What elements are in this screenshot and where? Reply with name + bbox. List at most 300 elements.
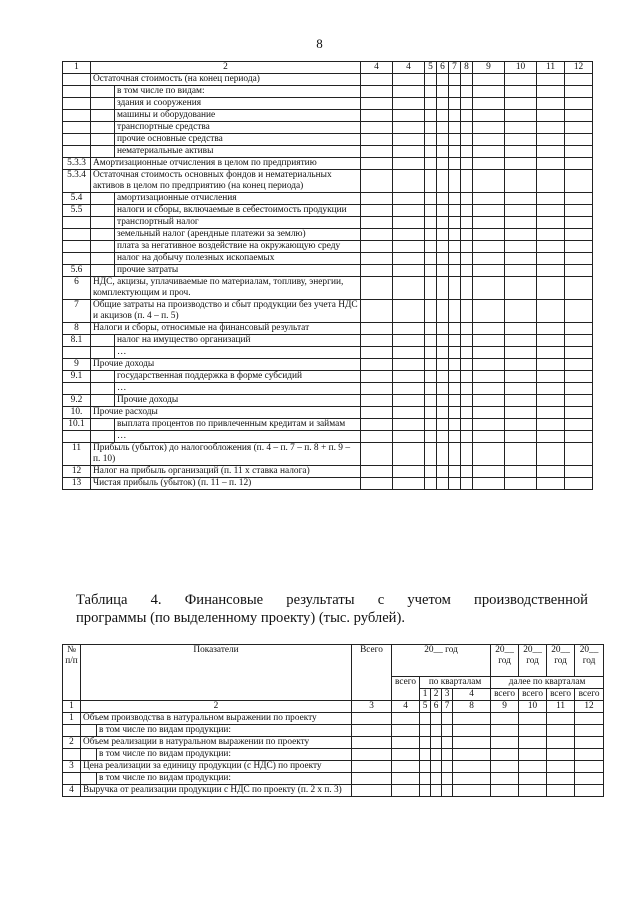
header-cell: 4	[393, 62, 425, 74]
value-cell	[491, 737, 519, 749]
row-label: Амортизационные отчисления в целом по предприятию	[91, 158, 361, 170]
row-number	[63, 98, 91, 110]
year-total-4: всего	[547, 689, 575, 701]
table-row	[63, 217, 593, 229]
value-cell	[537, 86, 565, 98]
caption-line-1: Таблица 4. Финансовые результаты с учетом производственной	[76, 592, 588, 608]
indent-cell	[91, 335, 115, 347]
value-cell	[437, 265, 449, 277]
table-row	[63, 110, 593, 122]
value-cell	[461, 277, 473, 300]
value-cell	[437, 134, 449, 146]
value-cell	[491, 725, 519, 737]
value-cell	[437, 419, 449, 431]
value-cell	[393, 110, 425, 122]
value-cell	[425, 395, 437, 407]
value-cell	[393, 383, 425, 395]
value-cell	[537, 217, 565, 229]
value-cell	[392, 725, 420, 737]
value-cell	[537, 478, 565, 490]
value-cell	[361, 300, 393, 323]
row-number: 2	[63, 737, 81, 749]
value-cell	[575, 713, 604, 725]
value-cell	[425, 122, 437, 134]
value-cell	[361, 122, 393, 134]
value-cell	[449, 193, 461, 205]
value-cell	[437, 383, 449, 395]
value-cell	[431, 749, 442, 761]
header-number: № п/п	[63, 645, 81, 701]
table-row	[63, 205, 593, 217]
value-cell	[565, 193, 593, 205]
row-number: 9	[63, 359, 91, 371]
value-cell	[449, 98, 461, 110]
value-cell	[547, 785, 575, 797]
row-number	[63, 134, 91, 146]
value-cell	[473, 122, 505, 134]
value-cell	[393, 335, 425, 347]
value-cell	[537, 253, 565, 265]
value-cell	[449, 419, 461, 431]
value-cell	[449, 478, 461, 490]
value-cell	[449, 359, 461, 371]
row-number: 11	[63, 443, 91, 466]
value-cell	[437, 407, 449, 419]
row-label: здания и сооружения	[115, 98, 361, 110]
value-cell	[425, 265, 437, 277]
value-cell	[361, 335, 393, 347]
value-cell	[565, 383, 593, 395]
table-row	[63, 395, 593, 407]
caption-line-2: программы (по выделенному проекту) (тыс. рублей).	[76, 610, 405, 626]
colnum-11: 11	[547, 701, 575, 713]
value-cell	[431, 737, 442, 749]
value-cell	[437, 158, 449, 170]
value-cell	[425, 419, 437, 431]
value-cell	[473, 205, 505, 217]
value-cell	[565, 478, 593, 490]
value-cell	[449, 395, 461, 407]
value-cell	[361, 419, 393, 431]
colnum-9: 9	[491, 701, 519, 713]
value-cell	[437, 146, 449, 158]
header-cell: 9	[473, 62, 505, 74]
value-cell	[425, 466, 437, 478]
value-cell	[473, 431, 505, 443]
value-cell	[442, 773, 453, 785]
indent-cell	[81, 773, 97, 785]
value-cell	[393, 205, 425, 217]
value-cell	[461, 335, 473, 347]
row-number: 12	[63, 466, 91, 478]
value-cell	[505, 265, 537, 277]
value-cell	[393, 359, 425, 371]
value-cell	[449, 300, 461, 323]
row-number: 3	[63, 761, 81, 773]
value-cell	[352, 773, 392, 785]
value-cell	[425, 86, 437, 98]
year-total-3: всего	[519, 689, 547, 701]
row-label: Налог на прибыль организаций (п. 11 x ставка налога)	[91, 466, 361, 478]
value-cell	[449, 229, 461, 241]
table-row	[63, 277, 593, 300]
header-cell: 8	[461, 62, 473, 74]
table-row	[63, 74, 593, 86]
value-cell	[392, 761, 420, 773]
row-number	[63, 347, 91, 359]
value-cell	[473, 407, 505, 419]
value-cell	[437, 122, 449, 134]
value-cell	[547, 761, 575, 773]
value-cell	[461, 466, 473, 478]
value-cell	[575, 773, 604, 785]
value-cell	[449, 347, 461, 359]
value-cell	[473, 170, 505, 193]
value-cell	[505, 300, 537, 323]
row-label: Прибыль (убыток) до налогообложения (п. 4 – п. 7 – п. 8 + п. 9 – п. 10)	[91, 443, 361, 466]
value-cell	[437, 431, 449, 443]
indent-cell	[81, 725, 97, 737]
value-cell	[393, 300, 425, 323]
value-cell	[537, 205, 565, 217]
value-cell	[537, 383, 565, 395]
colnum-5: 5	[420, 701, 431, 713]
colnum-3: 3	[352, 701, 392, 713]
header-cell: 11	[537, 62, 565, 74]
value-cell	[461, 419, 473, 431]
value-cell	[392, 785, 420, 797]
value-cell	[461, 98, 473, 110]
value-cell	[437, 466, 449, 478]
value-cell	[442, 737, 453, 749]
value-cell	[393, 371, 425, 383]
value-cell	[449, 407, 461, 419]
value-cell	[420, 761, 431, 773]
row-number: 8	[63, 323, 91, 335]
value-cell	[575, 785, 604, 797]
value-cell	[505, 323, 537, 335]
value-cell	[453, 749, 491, 761]
value-cell	[425, 407, 437, 419]
indent-cell	[91, 419, 115, 431]
value-cell	[473, 443, 505, 466]
colnum-4: 4	[392, 701, 420, 713]
table-row	[63, 229, 593, 241]
value-cell	[473, 98, 505, 110]
row-label: Цена реализации за единицу продукции (с НДС) по проекту	[81, 761, 352, 773]
indent-cell	[91, 371, 115, 383]
value-cell	[449, 122, 461, 134]
value-cell	[449, 277, 461, 300]
value-cell	[505, 158, 537, 170]
value-cell	[361, 431, 393, 443]
financial-table-continued	[62, 61, 593, 490]
table-row	[63, 193, 593, 205]
value-cell	[461, 158, 473, 170]
value-cell	[425, 323, 437, 335]
value-cell	[537, 431, 565, 443]
value-cell	[473, 478, 505, 490]
indent-cell	[91, 193, 115, 205]
value-cell	[537, 158, 565, 170]
value-cell	[565, 217, 593, 229]
table-row	[63, 158, 593, 170]
value-cell	[425, 347, 437, 359]
value-cell	[505, 74, 537, 86]
value-cell	[361, 193, 393, 205]
value-cell	[437, 217, 449, 229]
value-cell	[392, 773, 420, 785]
value-cell	[473, 229, 505, 241]
value-cell	[361, 443, 393, 466]
value-cell	[461, 371, 473, 383]
row-label: выплата процентов по привлеченным кредитам и займам	[115, 419, 361, 431]
value-cell	[449, 323, 461, 335]
value-cell	[519, 737, 547, 749]
quarter-1: 1	[420, 689, 431, 701]
value-cell	[361, 347, 393, 359]
header-row	[63, 62, 593, 74]
value-cell	[461, 229, 473, 241]
row-number	[63, 217, 91, 229]
value-cell	[449, 158, 461, 170]
row-label: прочие основные средства	[115, 134, 361, 146]
value-cell	[449, 431, 461, 443]
table-row	[63, 737, 604, 749]
value-cell	[442, 725, 453, 737]
value-cell	[565, 300, 593, 323]
value-cell	[565, 323, 593, 335]
value-cell	[437, 98, 449, 110]
value-cell	[505, 383, 537, 395]
row-label: прочие затраты	[115, 265, 361, 277]
value-cell	[449, 241, 461, 253]
value-cell	[461, 407, 473, 419]
value-cell	[361, 217, 393, 229]
value-cell	[437, 193, 449, 205]
value-cell	[491, 773, 519, 785]
table-row	[63, 86, 593, 98]
value-cell	[505, 443, 537, 466]
value-cell	[565, 395, 593, 407]
row-number: 9.1	[63, 371, 91, 383]
header-year-3: 20__ год	[519, 645, 547, 677]
indent-cell	[91, 134, 115, 146]
value-cell	[473, 253, 505, 265]
value-cell	[361, 395, 393, 407]
indent-cell	[91, 241, 115, 253]
value-cell	[361, 478, 393, 490]
value-cell	[449, 86, 461, 98]
value-cell	[473, 217, 505, 229]
value-cell	[352, 785, 392, 797]
value-cell	[461, 110, 473, 122]
header-cell: 2	[91, 62, 361, 74]
value-cell	[565, 359, 593, 371]
value-cell	[420, 749, 431, 761]
value-cell	[519, 749, 547, 761]
quarter-3: 3	[442, 689, 453, 701]
colnum-2: 2	[81, 701, 352, 713]
row-label: Остаточная стоимость (на конец периода)	[91, 74, 361, 86]
value-cell	[425, 277, 437, 300]
table-row	[63, 431, 593, 443]
indent-cell	[91, 431, 115, 443]
row-number: 8.1	[63, 335, 91, 347]
row-number: 5.5	[63, 205, 91, 217]
value-cell	[491, 785, 519, 797]
value-cell	[437, 395, 449, 407]
value-cell	[537, 347, 565, 359]
table-row	[63, 241, 593, 253]
table-row	[63, 773, 604, 785]
value-cell	[565, 74, 593, 86]
value-cell	[431, 785, 442, 797]
row-label: НДС, акцизы, уплачиваемые по материалам, топливу, энергии, комплектующим и проч.	[91, 277, 361, 300]
value-cell	[425, 110, 437, 122]
table-row	[63, 335, 593, 347]
value-cell	[437, 241, 449, 253]
value-cell	[519, 785, 547, 797]
value-cell	[393, 323, 425, 335]
row-number: 10.	[63, 407, 91, 419]
row-label: земельный налог (арендные платежи за землю)	[115, 229, 361, 241]
table-row	[63, 265, 593, 277]
indent-cell	[91, 205, 115, 217]
value-cell	[453, 725, 491, 737]
value-cell	[420, 713, 431, 725]
value-cell	[519, 773, 547, 785]
value-cell	[361, 146, 393, 158]
indent-cell	[91, 383, 115, 395]
value-cell	[393, 193, 425, 205]
value-cell	[461, 431, 473, 443]
value-cell	[565, 86, 593, 98]
value-cell	[537, 359, 565, 371]
value-cell	[565, 431, 593, 443]
value-cell	[393, 347, 425, 359]
value-cell	[537, 371, 565, 383]
value-cell	[449, 265, 461, 277]
value-cell	[575, 761, 604, 773]
value-cell	[393, 146, 425, 158]
header-cell: 12	[565, 62, 593, 74]
header-cell: 4	[361, 62, 393, 74]
row-number: 9.2	[63, 395, 91, 407]
table4-caption	[76, 591, 588, 627]
table-row	[63, 134, 593, 146]
value-cell	[453, 773, 491, 785]
table-row	[63, 419, 593, 431]
value-cell	[505, 170, 537, 193]
value-cell	[425, 253, 437, 265]
value-cell	[361, 359, 393, 371]
row-label: Объем реализации в натуральном выражении по проекту	[81, 737, 352, 749]
value-cell	[393, 241, 425, 253]
table-row	[63, 347, 593, 359]
value-cell	[473, 265, 505, 277]
value-cell	[425, 371, 437, 383]
indent-cell	[91, 229, 115, 241]
value-cell	[505, 86, 537, 98]
value-cell	[449, 335, 461, 347]
value-cell	[352, 761, 392, 773]
row-label: в том числе по видам продукции:	[97, 749, 352, 761]
value-cell	[442, 749, 453, 761]
value-cell	[505, 277, 537, 300]
header-year-5: 20__ год	[575, 645, 604, 677]
header-year-4: 20__ год	[547, 645, 575, 677]
value-cell	[461, 323, 473, 335]
row-number	[63, 749, 81, 761]
value-cell	[537, 193, 565, 205]
value-cell	[505, 229, 537, 241]
row-label: Объем производства в натуральном выражении по проекту	[81, 713, 352, 725]
value-cell	[505, 395, 537, 407]
value-cell	[425, 300, 437, 323]
value-cell	[473, 395, 505, 407]
header-total: Всего	[352, 645, 392, 701]
table-row	[63, 443, 593, 466]
value-cell	[537, 170, 565, 193]
value-cell	[461, 134, 473, 146]
value-cell	[420, 785, 431, 797]
value-cell	[537, 419, 565, 431]
row-label: …	[115, 383, 361, 395]
value-cell	[437, 359, 449, 371]
value-cell	[565, 277, 593, 300]
value-cell	[449, 205, 461, 217]
value-cell	[425, 205, 437, 217]
value-cell	[565, 158, 593, 170]
value-cell	[473, 110, 505, 122]
value-cell	[505, 241, 537, 253]
value-cell	[442, 785, 453, 797]
value-cell	[461, 265, 473, 277]
value-cell	[437, 229, 449, 241]
value-cell	[537, 134, 565, 146]
value-cell	[505, 371, 537, 383]
value-cell	[393, 277, 425, 300]
value-cell	[565, 419, 593, 431]
value-cell	[453, 713, 491, 725]
colnum-1: 1	[63, 701, 81, 713]
row-number	[63, 773, 81, 785]
row-label: государственная поддержка в форме субсидий	[115, 371, 361, 383]
value-cell	[505, 193, 537, 205]
row-number: 4	[63, 785, 81, 797]
header-year-total: всего	[392, 677, 420, 701]
value-cell	[547, 713, 575, 725]
table-row	[63, 383, 593, 395]
value-cell	[425, 74, 437, 86]
value-cell	[361, 466, 393, 478]
row-label: Прочие расходы	[91, 407, 361, 419]
value-cell	[473, 383, 505, 395]
table-row	[63, 466, 593, 478]
value-cell	[393, 134, 425, 146]
indent-cell	[91, 146, 115, 158]
row-label: в том числе по видам:	[115, 86, 361, 98]
row-number	[63, 146, 91, 158]
colnum-10: 10	[519, 701, 547, 713]
header-year-2: 20__ год	[491, 645, 519, 677]
value-cell	[473, 86, 505, 98]
row-number	[63, 110, 91, 122]
colnum-8: 8	[453, 701, 491, 713]
table-row	[63, 300, 593, 323]
value-cell	[393, 443, 425, 466]
